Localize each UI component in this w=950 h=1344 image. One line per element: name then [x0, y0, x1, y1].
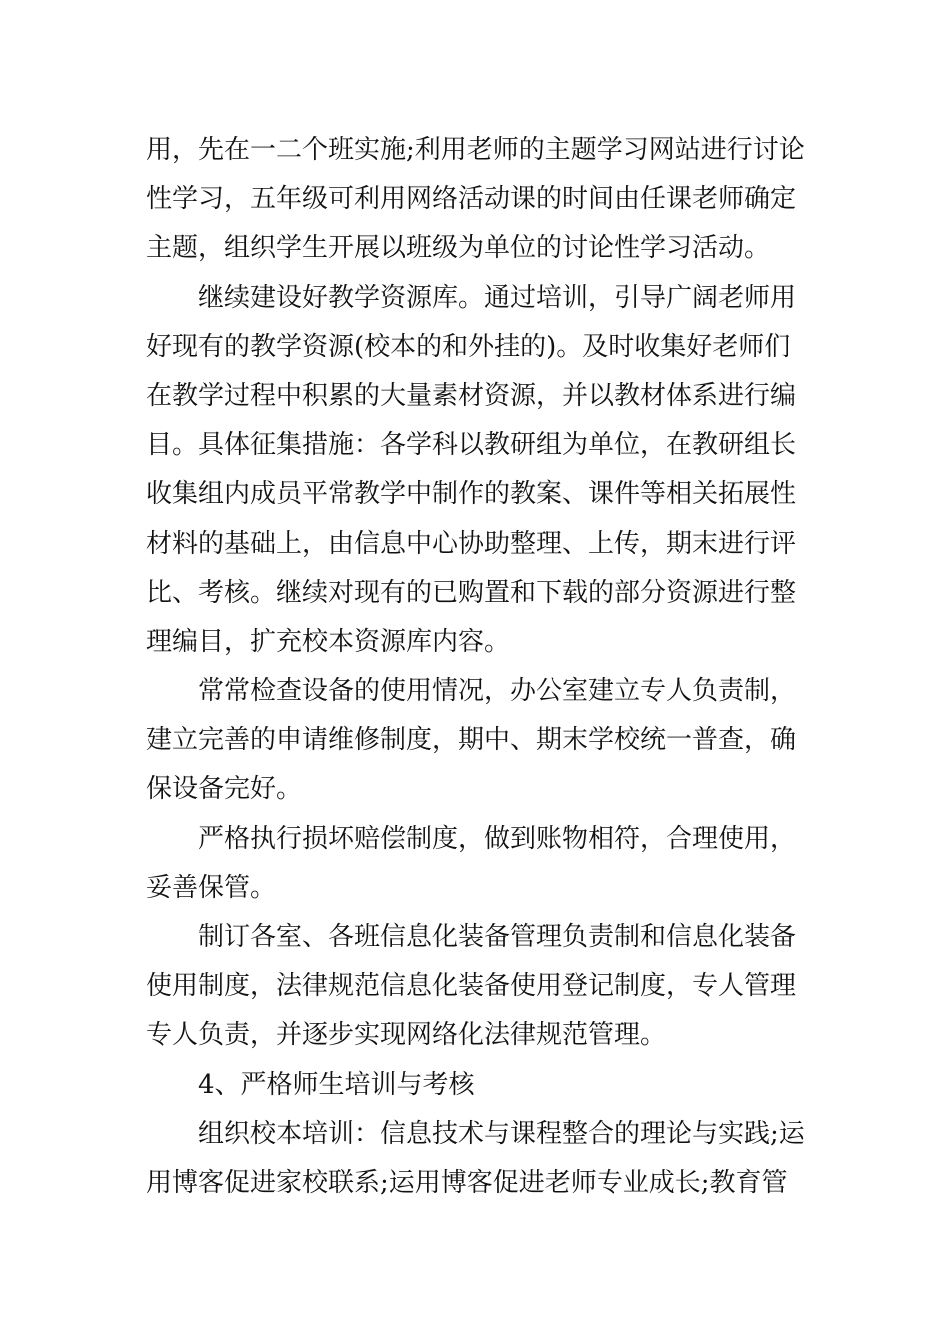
text-line: 材料的基础上，由信息中心协助整理、上传，期末进行评 [146, 528, 797, 559]
text-line: 常常检查设备的使用情况，办公室建立专人负责制， [198, 676, 797, 707]
text-line: 继续建设好教学资源库。通过培训，引导广阔老师用 [198, 282, 797, 313]
text-line: 严格执行损坏赔偿制度，做到账物相符，合理使用， [198, 823, 797, 854]
text-line: 组织校本培训：信息技术与课程整合的理论与实践;运 [198, 1118, 805, 1149]
text-line: 比、考核。继续对现有的已购置和下载的部分资源进行整 [146, 577, 797, 608]
text-line: 主题，组织学生开展以班级为单位的讨论性学习活动。 [146, 233, 771, 264]
text-line: 用，先在一二个班实施;利用老师的主题学习网站进行讨论 [146, 135, 805, 165]
text-line: 保设备完好。 [146, 774, 303, 805]
text-line: 4、严格师生培训与考核 [198, 1069, 475, 1100]
text-line: 制订各室、各班信息化装备管理负责制和信息化装备 [198, 922, 797, 952]
text-line: 好现有的教学资源(校本的和外挂的)。及时收集好老师们 [146, 331, 791, 362]
text-line: 妥善保管。 [146, 872, 277, 903]
text-line: 建立完善的申请维修制度，期中、期末学校统一普查，确 [146, 725, 797, 756]
text-line: 使用制度，法律规范信息化装备使用登记制度，专人管理 [146, 971, 797, 1002]
text-line: 用博客促进家校联系;运用博客促进老师专业成长;教育管 [146, 1167, 788, 1198]
text-line: 理编目，扩充校本资源库内容。 [146, 626, 511, 657]
text-line: 目。具体征集措施：各学科以教研组为单位，在教研组长 [146, 430, 797, 461]
text-line: 专人负责，并逐步实现网络化法律规范管理。 [146, 1020, 667, 1051]
text-line: 性学习，五年级可利用网络活动课的时间由任课老师确定 [146, 184, 797, 215]
document-body [146, 126, 816, 1208]
text-line: 在教学过程中积累的大量素材资源，并以教材体系进行编 [146, 380, 797, 411]
text-line: 收集组内成员平常教学中制作的教案、课件等相关拓展性 [146, 479, 797, 510]
